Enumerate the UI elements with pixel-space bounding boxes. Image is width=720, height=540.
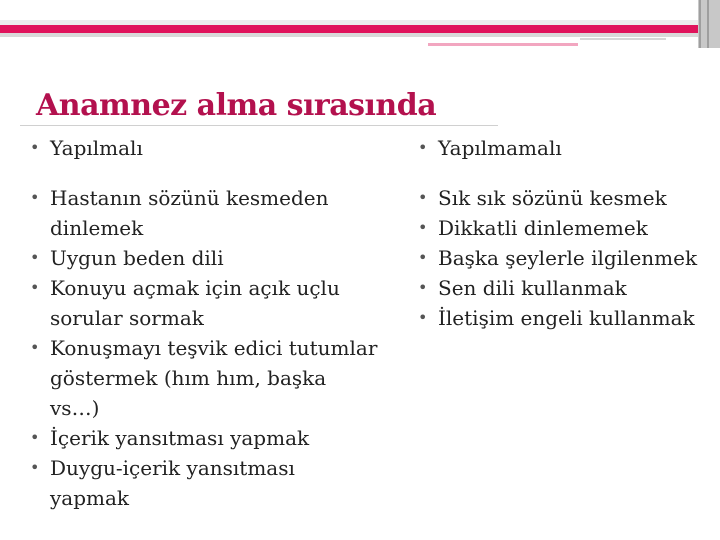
dont-heading: • Yapılmamalı bbox=[416, 133, 716, 163]
do-list-item: • Hastanın sözünü kesmeden dinlemek bbox=[28, 183, 380, 243]
title-underline bbox=[20, 125, 498, 126]
do-list-item: • Konuyu açmak için açık uçlu sorular sormak bbox=[28, 273, 380, 333]
do-list-item: • Konuşmayı teşvik edici tutumlar göstermek (hım hım, başka vs…) bbox=[28, 333, 380, 423]
corner-decoration-line bbox=[707, 0, 709, 48]
dont-list-item: • Sık sık sözünü kesmek bbox=[416, 183, 716, 213]
dont-list bbox=[416, 183, 716, 333]
do-list-item: • Duygu-içerik yansıtması yapmak bbox=[28, 453, 380, 513]
dont-list-item: • Dikkatli dinlememek bbox=[416, 213, 716, 243]
dont-heading-list bbox=[416, 133, 716, 163]
decorative-gray-line bbox=[580, 38, 666, 40]
do-heading: • Yapılmalı bbox=[28, 133, 380, 163]
corner-decoration-line bbox=[699, 0, 701, 48]
do-column bbox=[28, 133, 380, 513]
do-list-item: • Uygun beden dili bbox=[28, 243, 380, 273]
corner-decoration bbox=[698, 0, 720, 48]
do-list-item: • İçerik yansıtması yapmak bbox=[28, 423, 380, 453]
top-accent-bar bbox=[0, 25, 698, 33]
decorative-pink-line bbox=[428, 43, 578, 46]
do-list bbox=[28, 183, 380, 513]
dont-list-item: • İletişim engeli kullanmak bbox=[416, 303, 716, 333]
dont-list-item: • Sen dili kullanmak bbox=[416, 273, 716, 303]
dont-list-item: • Başka şeylerle ilgilenmek bbox=[416, 243, 716, 273]
top-shadow-bar bbox=[0, 33, 698, 37]
dont-column bbox=[416, 133, 716, 333]
slide-title: Anamnez alma sırasında bbox=[36, 88, 437, 123]
do-heading-list bbox=[28, 133, 380, 163]
